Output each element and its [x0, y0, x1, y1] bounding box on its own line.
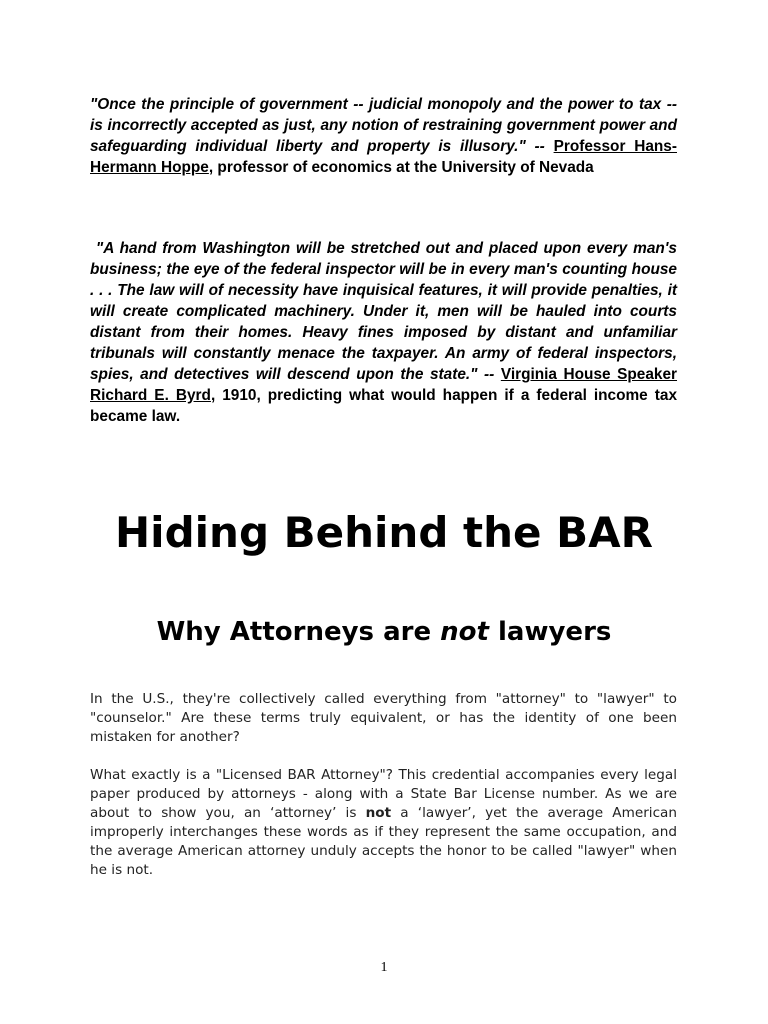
- paragraph-2-bold: not: [365, 805, 392, 821]
- paragraph-2-before: What exactly is a "Licensed BAR Attorney"? This credential accompanies every legal paper produced by attorneys - along with a State Bar License number. As we are about to show you, an ‘attorney’ is: [90, 767, 677, 821]
- quote-byrd: [90, 238, 677, 427]
- quote-byrd-text: "A hand from Washington will be stretched out and placed upon every man's business; the eye of the federal inspector will be in every man's counting house . . . The law will of necessity have inquisical features, it will provide penalties, it will create complicated machinery. Under it, men will be hauled into courts distant from their homes. Heavy fines imposed by distant and unfamiliar tribunals will constantly menace the taxpayer. An army of federal inspectors, spies, and detectives will descend upon the state." --: [90, 240, 677, 383]
- quote-byrd-attribution: , 1910, predicting what would happen if a federal income tax became law.: [90, 387, 677, 425]
- body-paragraph-1: In the U.S., they're collectively called everything from "attorney" to "lawyer" to "counselor." Are these terms truly equivalent, or has the identity of one been mistaken for another?: [90, 691, 677, 745]
- quote-hoppe-text: "Once the principle of government -- judicial monopoly and the power to tax -- is incorrectly accepted as just, any notion of restraining government power and safeguarding individual liberty and property is illusory." --: [90, 96, 677, 155]
- page-number: 1: [380, 960, 388, 975]
- page-title: Hiding Behind the BAR: [115, 508, 653, 557]
- subtitle-before: Why Attorneys are: [156, 617, 441, 647]
- quote-hoppe: [90, 94, 677, 178]
- body-paragraph-2: [90, 766, 677, 880]
- subtitle-after: lawyers: [488, 617, 612, 647]
- quote-byrd-author: Virginia House Speaker Richard E. Byrd: [90, 366, 678, 404]
- subtitle-emphasis: not: [440, 617, 489, 647]
- quote-hoppe-author: Professor Hans-Hermann Hoppe: [90, 138, 677, 176]
- quote-hoppe-attribution: , professor of economics at the University of Nevada: [208, 159, 594, 176]
- paragraph-2-after: a ‘lawyer’, yet the average American improperly interchanges these words as if they represent the same occupation, and the average American attorney unduly accepts the honor to be called "lawyer" when he is not.: [90, 805, 677, 878]
- page-subtitle: [0, 612, 768, 652]
